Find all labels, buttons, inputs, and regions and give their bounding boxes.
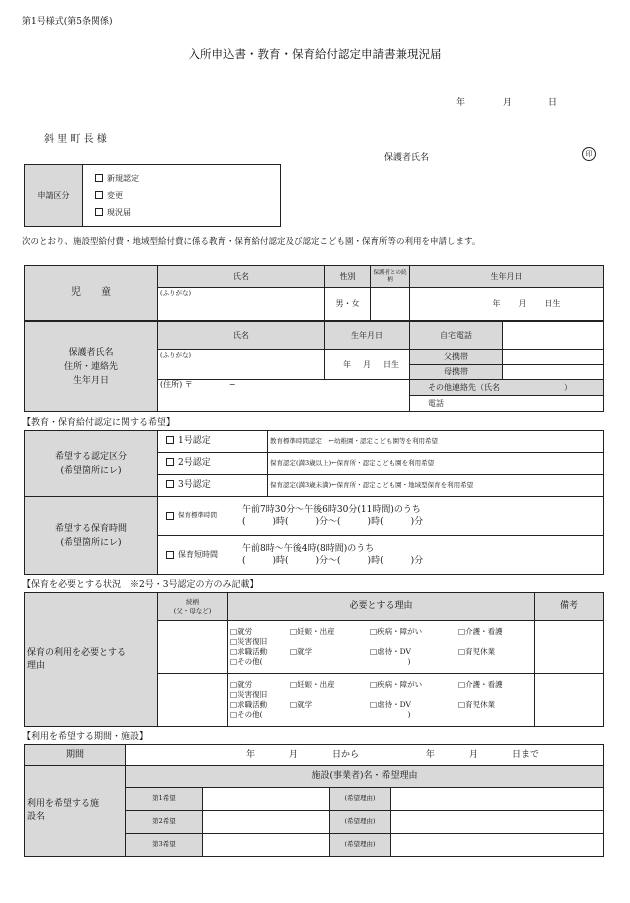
child-table [24,265,604,321]
time-standard[interactable]: 保育標準時間 午前7時30分～午後6時30分(11時間)のうち ( )時( )分～( )時( )分 [158,497,604,536]
guardian-birth-cell[interactable]: 年 月 日生 [325,349,410,380]
child-label: 児 童 [25,266,158,321]
relation-cell-1[interactable] [158,621,228,674]
choice-1-label: 第1希望 [126,788,203,811]
mother-mobile-label: 母携帯 [410,364,503,379]
cert-2-desc: 保育認定(満3歳以上)←保育所・認定こども園を利用希望 [268,453,604,475]
cert-2[interactable]: 2号認定 [158,453,268,475]
checkbox-change[interactable] [95,191,103,199]
checkbox-time-standard[interactable] [166,512,174,520]
remarks-cell-1[interactable] [535,621,604,674]
option-change[interactable]: 変更 [95,187,278,204]
guardian-name-label: 保護者氏名 [384,153,430,163]
application-type-label: 申請区分 [25,165,83,227]
time-short[interactable]: 保育短時間 午前8時～午後4時(8時間)のうち ( )時( )分～( )時( )分 [158,536,604,575]
guardian-name-header: 氏名 [158,322,325,350]
cert-1[interactable]: 1号認定 [158,431,268,453]
remarks-cell-2[interactable] [535,674,604,727]
seal-mark: 印 [582,147,596,161]
child-gender-cell[interactable]: 男・女 [325,288,371,321]
guardian-birth-header: 生年月日 [325,322,410,350]
guardian-name-cell[interactable]: (ふりがな) [158,349,325,380]
child-name-header: 氏名 [158,266,325,288]
option-new[interactable]: 新規認定 [95,170,278,187]
reason-cell-2[interactable]: □就労 □妊娠・出産 □疾病・障がい □介護・看護 □災害復旧 □求職活動 □就学 □虐待・DV □育児休業 □その他( ) [228,674,535,727]
child-birth-header: 生年月日 [410,266,604,288]
other-phone-cell[interactable]: 電話 [410,395,604,411]
child-birth-cell[interactable]: 年 月 日生 [410,288,604,321]
addressee: 斜 里 町 長 様 [44,134,107,145]
hope-heading: 【教育・保育給付認定に関する希望】 [22,418,176,428]
date-month-label: 月 [503,98,513,108]
reason-cell-1[interactable]: □就労 □妊娠・出産 □疾病・障がい □介護・看護 □災害復旧 □求職活動 □就学 □虐待・DV □育児休業 □その他( ) [228,621,535,674]
guardian-table [24,321,604,412]
facility-header: 施設(事業者)名・希望理由 [126,766,604,788]
choice-2-reason[interactable] [391,811,604,834]
cert-1-desc: 教育標準時間認定 ←幼稚園・認定こども園等を利用希望 [268,431,604,453]
choice-3-label: 第3希望 [126,834,203,857]
application-type-table [24,164,281,227]
page-title: 入所申込書・教育・保育給付認定申請書兼現況届 [188,47,442,61]
cert-label: 希望する認定区分 (希望箇所にレ) [25,431,158,497]
checkbox-time-short[interactable] [166,551,174,559]
cert-3-desc: 保育認定(満3歳未満)←保育所・認定こども園・地域型保育を利用希望 [268,475,604,497]
period-cell[interactable]: 年 月 日から 年 月 日まで [126,745,604,766]
choice-1-facility[interactable] [203,788,330,811]
choice-1-reason[interactable] [391,788,604,811]
need-label: 保育の利用を必要とする 理由 [25,593,158,727]
choice-3-reason-label: (希望理由) [330,834,391,857]
checkbox-status[interactable] [95,208,103,216]
father-mobile-cell[interactable] [503,349,604,364]
child-relation-cell[interactable] [371,288,410,321]
period-label: 期間 [25,745,126,766]
form-number: 第1号様式(第5条関係) [22,17,113,27]
choice-2-reason-label: (希望理由) [330,811,391,834]
remarks-header: 備考 [535,593,604,621]
other-contact-label: その他連絡先（氏名 ） [410,380,604,395]
address-cell[interactable]: (住所) 〒 − [158,380,410,412]
checkbox-new[interactable] [95,174,103,182]
checkbox-cert-2[interactable] [166,458,174,466]
facility-label: 利用を希望する施 設名 [25,766,126,857]
reason-header: 必要とする理由 [228,593,535,621]
need-heading: 【保育を必要とする状況 ※2号・3号認定の方のみ記載】 [22,580,259,590]
relation-header: 続柄 (父・母など) [158,593,228,621]
child-relation-header: 保護者との続柄 [371,266,410,288]
home-phone-label: 自宅電話 [410,322,503,350]
father-mobile-label: 父携帯 [410,349,503,364]
time-label: 希望する保育時間 (希望箇所にレ) [25,497,158,575]
child-gender-header: 性別 [325,266,371,288]
cert-3[interactable]: 3号認定 [158,475,268,497]
date-day-label: 日 [548,98,558,108]
home-phone-cell[interactable] [503,322,604,350]
child-name-cell[interactable]: (ふりがな) [158,288,325,321]
choice-2-facility[interactable] [203,811,330,834]
guardian-label: 保護者氏名 住所・連絡先 生年月日 [25,322,158,412]
choice-3-facility[interactable] [203,834,330,857]
choice-1-reason-label: (希望理由) [330,788,391,811]
choice-2-label: 第2希望 [126,811,203,834]
date-year-label: 年 [456,98,466,108]
need-table [24,592,604,727]
relation-cell-2[interactable] [158,674,228,727]
period-heading: 【利用を希望する期間・施設】 [22,732,149,742]
hope-table [24,430,604,575]
choice-3-reason[interactable] [391,834,604,857]
period-table [24,744,604,857]
checkbox-cert-3[interactable] [166,480,174,488]
option-status[interactable]: 現況届 [95,204,278,221]
mother-mobile-cell[interactable] [503,364,604,379]
checkbox-cert-1[interactable] [166,436,174,444]
intro-text: 次のとおり、施設型給付費・地域型給付費に係る教育・保育給付認定及び認定こども園・保育所等の利用を申請します。 [22,237,481,247]
